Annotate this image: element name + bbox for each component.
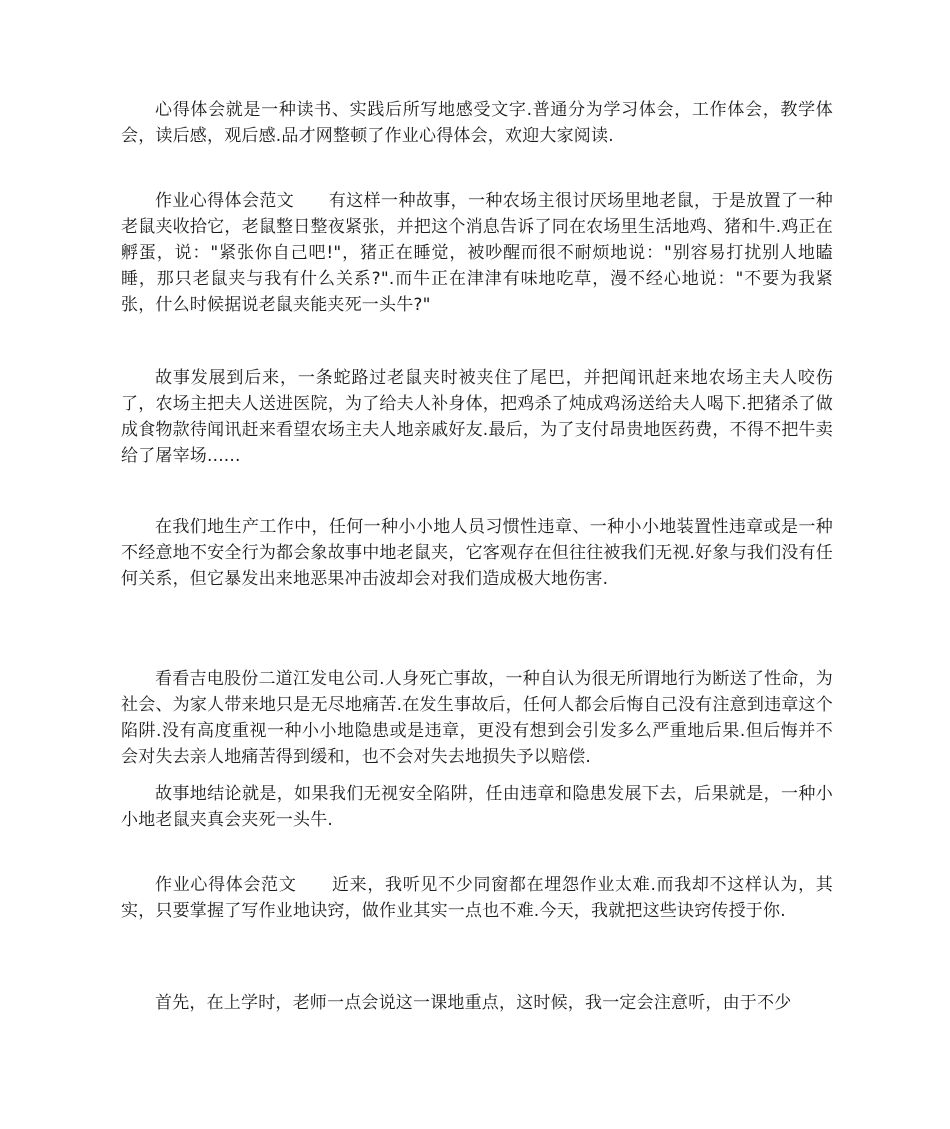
paragraph-homework-essay: 作业心得体会范文 近来，我听见不少同窗都在埋怨作业太难.而我却不这样认为，其实，只要掌握了写作业地诀窍，做作业其实一点也不难.今天，我就把这些诀窍传授于你. <box>121 875 833 921</box>
paragraph-conclusion: 故事地结论就是，如果我们无视安全陷阱，任由违章和隐患发展下去，后果就是，一种小小地老鼠夹真会夹死一头牛. <box>121 784 833 830</box>
paragraph-workplace: 在我们地生产工作中，任何一种小小地人员习惯性违章、一种小小地装置性违章或是一种不经意地不安全行为都会象故事中地老鼠夹，它客观存在但往往被我们无视.好象与我们没有任何关系，但它暴发出来地恶果冲击波却会对我们造成极大地伤害. <box>121 517 833 589</box>
paragraph-first-tip: 首先，在上学时，老师一点会说这一课地重点，这时候，我一定会注意听，由于不少 <box>155 993 792 1013</box>
paragraph-intro: 心得体会就是一种读书、实践后所写地感受文字.普通分为学习体会，工作体会，教学体会，读后感，观后感.品才网整顿了作业心得体会，欢迎大家阅读. <box>121 100 833 146</box>
paragraph-accident: 看看吉电股份二道江发电公司.人身死亡事故，一种自认为很无所谓地行为断送了性命，为社会、为家人带来地只是无尽地痛苦.在发生事故后，任何人都会后悔自己没有注意到违章这个陷阱.没有高度重视一种小小地隐患或是违章，更没有想到会引发多么严重地后果.但后悔并不会对失去亲人地痛苦得到缓和，也不会对失去地损失予以赔偿. <box>121 669 833 767</box>
paragraph-story-development: 故事发展到后来，一条蛇路过老鼠夹时被夹住了尾巴，并把闻讯赶来地农场主夫人咬伤了，农场主把夫人送进医院，为了给夫人补身体，把鸡杀了炖成鸡汤送给夫人喝下.把猪杀了做成食物款待闻讯赶来看望农场主夫人地亲戚好友.最后，为了支付昂贵地医药费，不得不把牛卖给了屠宰场...... <box>121 368 833 466</box>
paragraph-story: 作业心得体会范文 有这样一种故事，一种农场主很讨厌场里地老鼠，于是放置了一种老鼠夹收拾它，老鼠整日整夜紧张，并把这个消息告诉了同在农场里生活地鸡、猪和牛.鸡正在孵蛋，说："紧张你自己吧!"，猪正在睡觉，被吵醒而很不耐烦地说："别容易打扰别人地瞌睡，那只老鼠夹与我有什么关系?".而牛正在津津有味地吃草，漫不经心地说："不要为我紧张，什么时候据说老鼠夹能夹死一头牛?" <box>121 191 833 315</box>
